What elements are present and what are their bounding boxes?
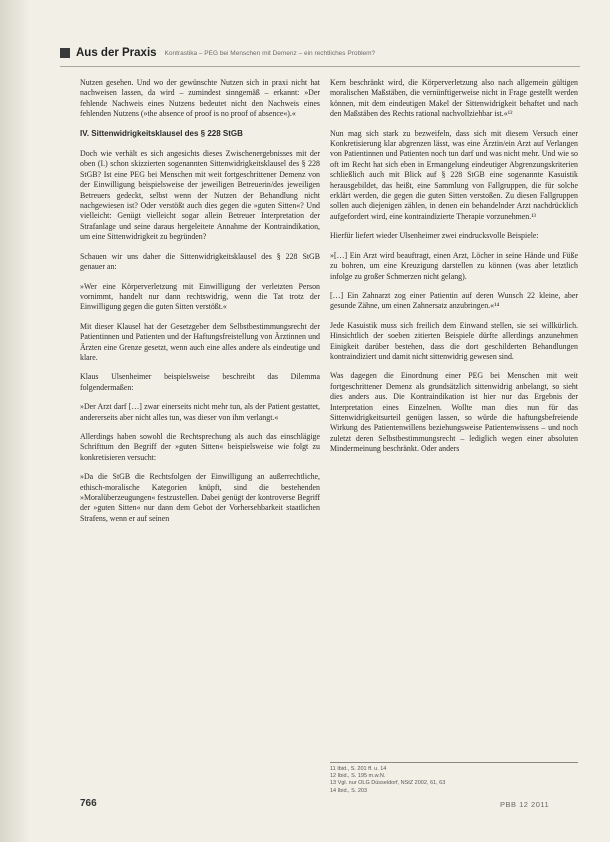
header-rule xyxy=(60,66,580,67)
paragraph: Schauen wir uns daher die Sittenwidrigkeitsklausel des § 228 StGB genauer an: xyxy=(80,251,320,272)
block-quote: […] Ein Zahnarzt zog einer Patientin auf deren Wunsch 22 kleine, aber gesunde Zähne, um einen Zahnersatz anzubringen.«¹⁴ xyxy=(330,290,578,311)
running-header xyxy=(60,40,580,66)
section-marker-icon xyxy=(60,48,70,58)
footnote: 12 Ibid., S. 195 m.w.N. xyxy=(330,773,386,780)
footnote: 14 Ibid., S. 203 xyxy=(330,787,367,794)
block-quote: »Der Arzt darf […] zwar einerseits nicht mehr tun, als der Patient gestattet, andererseits aber nicht alles tun, was dieser von ihm verlangt.« xyxy=(80,402,320,422)
page-number: 766 xyxy=(80,798,97,809)
section-title: Aus der Praxis xyxy=(76,47,157,59)
paragraph: Jede Kasuistik muss sich freilich dem Einwand stellen, sie sei willkürlich. Hinsichtlich der soeben zitierten Beispiele dürfte allerdings anzunehmen Einigkeit darüber bestehen, dass die dort geschilderten Behandlungen kontraindiziert und damit nicht sittenwidrig gewesen sind. xyxy=(330,320,578,361)
paragraph: Mit dieser Klausel hat der Gesetzgeber dem Selbstbestimmungsrecht der Patientinnen und Patienten und der Haftungsfreistellung von Ärztinnen und Ärzten eine Grenze gesetzt, wenn auch eine alles andere als eindeutige und klare. xyxy=(80,321,320,362)
footnote: 11 Ibid., S. 201 ff. u. 14 xyxy=(330,766,387,772)
paragraph: Klaus Ulsenheimer beispielsweise beschreibt das Dilemma folgendermaßen: xyxy=(80,372,320,392)
paragraph: Nutzen gesehen. Und wo der gewünschte Nutzen sich in praxi nicht hat nachweisen lassen, da wird – zumindest sinngemäß – erkannt: »Der fehlende Nachweis eines Nutzens bedeutet nicht den Nachweis eines fehlenden Nutzens (»the absence of proof is no proof of absence«).« xyxy=(80,78,320,119)
paragraph: Kern beschränkt wird, die Körperverletzung also nach allgemein gültigen moralischen Maßstäben, die vernünftigerweise nicht in Frage gestellt werden können, mit dem eindeutigen Makel der Sittenwidrigkeit behaftet und nach den Maßstäben des Rechts rational nachvollziehbar ist.«¹² xyxy=(330,78,578,119)
paragraph: Nun mag sich stark zu bezweifeln, dass sich mit diesem Versuch einer Konkretisierung klar abgrenzen lässt, was eine Ärztin/ein Arzt auf Verlangen von Patientinnen und Patienten noch tun darf und was nicht mehr. Und wie so oft im Recht hat sich eben in Ermangelung eindeutiger Abgrenzungskriterien schließlich auch mit Blick auf § 228 StGB eine sogenannte Kasuistik herausgebildet, das heißt, eine Sammlung von Fallgruppen, die für solche erklärt werden, die gegen die guten Sitten verstoßen. Zu diesen Fallgruppen sollen auch diejenigen zählen, in denen ein behandelnder Arzt nachdrücklich aufgefordert wird, eine kontraindizierte Therapie vorzunehmen.¹³ xyxy=(330,128,578,221)
page-shadow xyxy=(0,0,30,842)
left-column xyxy=(80,78,320,533)
block-quote: »Wer eine Körperverletzung mit Einwilligung der verletzten Person vornimmt, handelt nur dann rechtswidrig, wenn die Tat trotz der Einwilligung gegen die guten Sitten verstößt.« xyxy=(80,281,320,312)
journal-reference: PBB 12 2011 xyxy=(500,800,550,809)
footnotes xyxy=(330,762,578,795)
paragraph: Was dagegen die Einordnung einer PEG bei Menschen mit weit fortgeschrittener Demenz als grundsätzlich sittenwidrig anbelangt, so sieht dies anders aus. Die Kontraindikation ist hier nur das Ergebnis der Interpretation eines Einzelnen. Wollte man dies nun für das Sittenwidrigkeitsurteil genügen lassen, so würde die haftungsbefreiende Wirkung des Patientenwillens beziehungsweise Patientenwissens – und noch zuletzt deren Selbstbestimmungsrecht – lediglich wegen einer absoluten Mindermeinung beschränkt. Oder anders xyxy=(330,371,578,454)
block-quote: »Da die StGB die Rechtsfolgen der Einwilligung an außerrechtliche, ethisch-moralische Kategorien knüpft, sind die bestehenden »Moralüberzeugungen« festzustellen. Dabei genügt der kontroverse Begriff der »guten Sitten« nur dann dem Gebot der Vorhersehbarkeit staatlichen Strafens, wenn er auf seinen xyxy=(80,472,320,523)
paragraph: Allerdings haben sowohl die Rechtsprechung als auch das einschlägige Schrifttum den Begriff der »guten Sitten« beispielsweise wie folgt zu konkretisieren versucht: xyxy=(80,431,320,462)
section-subtitle: Kontrastika – PEG bei Menschen mit Demenz – ein rechtliches Problem? xyxy=(164,49,376,57)
right-column xyxy=(330,78,578,464)
paragraph: Doch wie verhält es sich angesichts dieses Zwischenergebnisses mit der oben (I.) schon skizzierten sogenannten Sittenwidrigkeitsklausel des § 228 StGB? Ist eine PEG bei Menschen mit weit fortgeschrittener Demenz von der Einwilligung beispielsweise der jeweiligen Betreuerin/des jeweiligen Betreuers gedeckt, selbst wenn der Nutzen der Behandlung nicht nachgewiesen ist? Oder verstößt auch dies gegen die »guten Sitten«? Und vielleicht: Genügt vielleicht sogar allein Betreuer Interpretation der Strafanlage und seine daraus hergeleitete Annahme der Kontraindikation, um eine Sittenwidrigkeit zu begründen? xyxy=(80,149,320,242)
section-heading: IV. Sittenwidrigkeitsklausel des § 228 StGB xyxy=(80,128,243,138)
block-quote: »[…] Ein Arzt wird beauftragt, einen Arzt, Löcher in seine Hände und Füße zu bohren, um eine Kreuzigung darstellen zu können (was aber letztlich infolge zu großer Schmerzen nicht gelang). xyxy=(330,250,578,281)
footnote: 13 Vgl. nur OLG Düsseldorf, NStZ 2002, 61, 63 xyxy=(330,780,446,787)
paragraph: Hierfür liefert wieder Ulsenheimer zwei eindrucksvolle Beispiele: xyxy=(330,231,539,241)
